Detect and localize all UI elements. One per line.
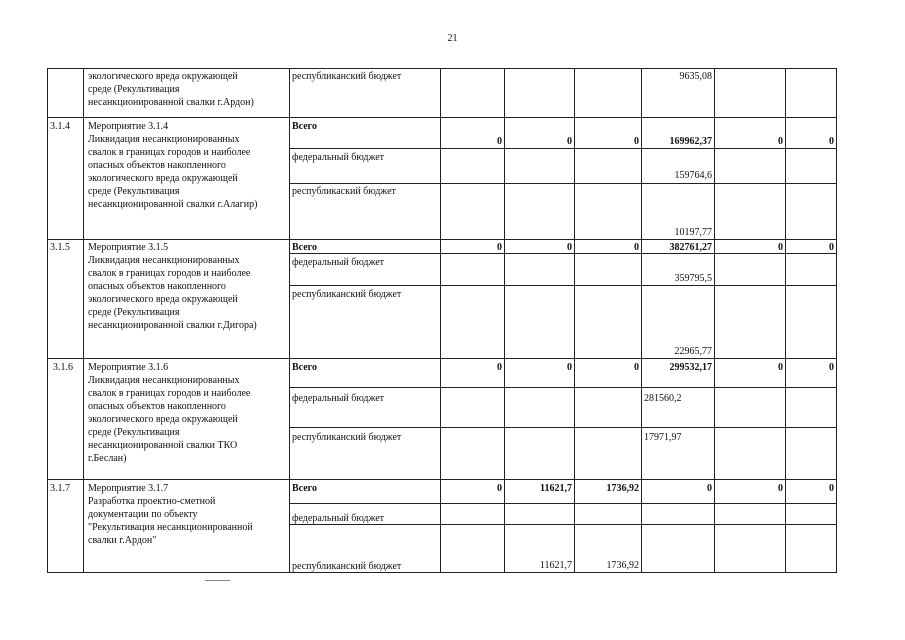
table-cell: 0 [567,242,572,253]
table-cell: 0 [707,483,712,494]
page-number: 21 [447,33,458,44]
table-cell: 382761,27 [669,242,712,253]
table-cell: 0 [778,242,783,253]
table-cell: 0 [829,136,834,147]
budget-label: федеральный бюджет [292,513,385,524]
row-code: 3.1.6 [53,362,73,373]
table-cell: 17971,97 [644,432,682,443]
budget-label: республикаский бюджет [292,186,396,197]
table-cell: 22965,77 [674,346,712,357]
budget-label: Всего [292,242,317,253]
table-cell: 0 [567,136,572,147]
table-cell: 0 [778,136,783,147]
row-code: 3.1.4 [50,121,70,132]
table-cell: 1736,92 [606,560,639,571]
row-name: Мероприятие 3.1.7 Разработка проектно-сметной документации по объекту "Рекультивация несанкционированной свалки г.Ардон" [88,483,253,546]
budget-label: федеральный бюджет [292,152,385,163]
table-cell: 0 [778,483,783,494]
row-name: Мероприятие 3.1.6 Ликвидация несанкционированных свалок в границах городов и наиболее опасных объектов накопленного экологического вреда окружающей среде (Рекультивация несанкционированной свалки ТКО г.Беслан) [88,362,251,464]
scan-mark [205,580,230,581]
table-cell: 1736,92 [606,483,639,494]
table-cell: 0 [497,362,502,373]
table-cell: 299532,17 [669,362,712,373]
budget-label: Всего [292,362,317,373]
table-cell: 0 [634,136,639,147]
budget-label: федеральный бюджет [292,257,385,268]
row-name: Мероприятие 3.1.5 Ликвидация несанкционированных свалок в границах городов и наиболее опасных объектов накопленного экологического вреда окружающей среде (Рекультивация несанкционированной свалки г.Дигора) [88,242,257,331]
table-cell: 0 [778,362,783,373]
budget-label: Всего [292,483,317,494]
table-cell: 0 [829,242,834,253]
row-code: 3.1.7 [50,483,70,494]
row-code: 3.1.5 [50,242,70,253]
budget-label: республиканский бюджет [292,289,402,300]
table-cell: 10197,77 [674,227,712,238]
row-name: Мероприятие 3.1.4 Ликвидация несанкционированных свалок в границах городов и наиболее опасных объектов накопленного экологического вреда окружающей среде (Рекультивация несанкционированной свалки г.Алагир) [88,121,258,210]
table-cell: 0 [567,362,572,373]
budget-label: федеральный бюджет [292,393,385,404]
budget-label: республиканский бюджет [292,561,402,572]
table-cell: 0 [634,362,639,373]
table-cell: 169962,37 [669,136,712,147]
table-cell: 0 [497,136,502,147]
table-cell: 11621,7 [540,483,572,494]
table-cell: 0 [497,483,502,494]
table-cell: 281560,2 [644,393,682,404]
table-cell: 0 [497,242,502,253]
budget-label: республиканский бюджет [292,71,402,82]
budget-label: республиканский бюджет [292,432,402,443]
budget-label: Всего [292,121,317,132]
row-name: экологического вреда окружающей среде (Рекультивация несанкционированной свалки г.Ардон) [88,71,254,108]
table-cell: 0 [829,362,834,373]
table-cell: 0 [634,242,639,253]
table-cell: 0 [829,483,834,494]
table-cell: 359795,5 [674,273,712,284]
table-cell: 159764,6 [674,170,712,181]
table-cell: 11621,7 [539,560,572,571]
table-cell: 9635,08 [679,71,712,82]
